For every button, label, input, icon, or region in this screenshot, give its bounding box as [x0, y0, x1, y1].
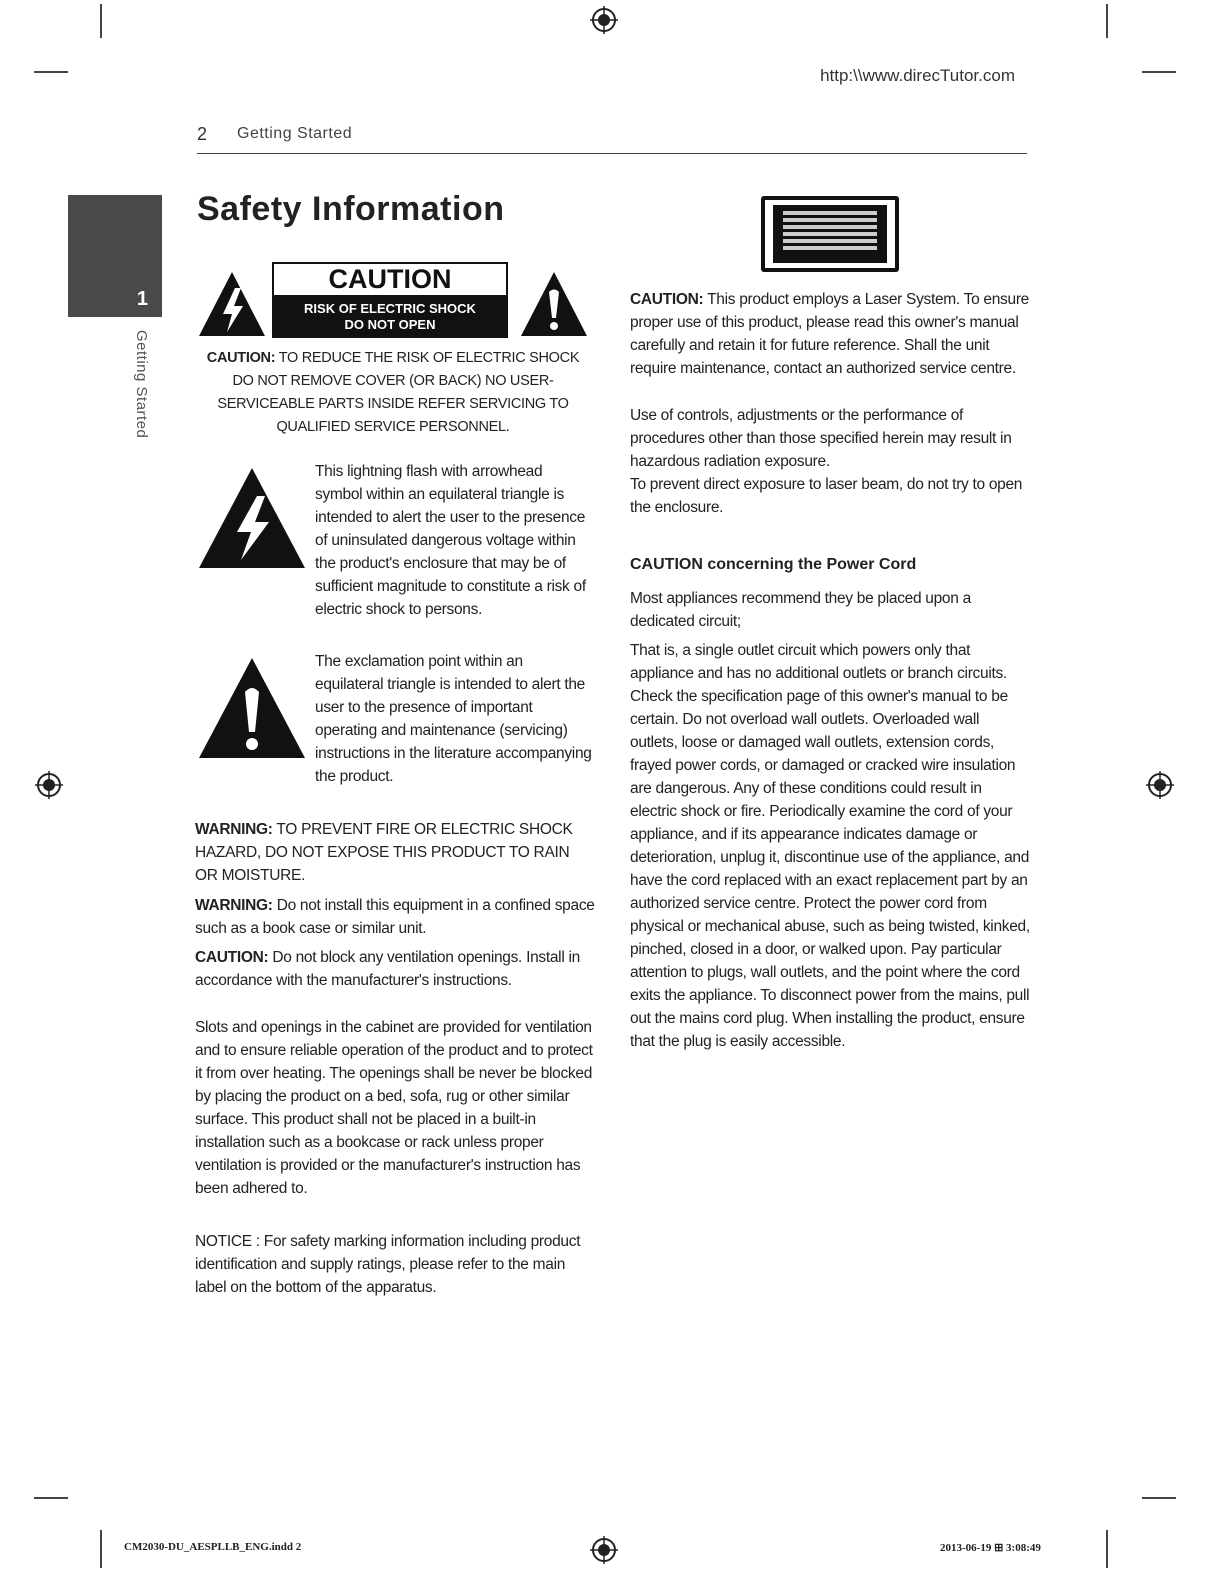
- caution-ventilation-paragraph: [195, 946, 595, 992]
- slots-openings-paragraph: Slots and openings in the cabinet are provided for ventilation and to ensure reliable operation of the product and to protect it from over heating. The openings shall be never be blocked by placing the product on a bed, sofa, rug or other similar surface. This product shall not be placed in a built-in installation such as a bookcase or rack unless proper ventilation is provided or the manufacturer's instruction has been adhered to.: [195, 1019, 593, 1197]
- section-title: Getting Started: [237, 125, 353, 142]
- crop-mark: [100, 4, 102, 38]
- exclamation-triangle-icon: [197, 656, 307, 760]
- crop-mark: [1142, 71, 1176, 73]
- crop-mark: [100, 1530, 102, 1568]
- source-url: http:\\www.direcTutor.com: [820, 66, 1015, 85]
- lightning-triangle-icon: [197, 466, 307, 570]
- lightning-symbol-explanation: [197, 460, 592, 650]
- chapter-number: 1: [136, 288, 148, 310]
- laser-caution-paragraph: [630, 288, 1030, 380]
- laser-label-text-block: [773, 205, 887, 263]
- caution-lead: CAUTION:: [195, 949, 269, 966]
- caution-shock-text: TO REDUCE THE RISK OF ELECTRIC SHOCK DO NOT REMOVE COVER (OR BACK) NO USER-SERVICEABLE PARTS INSIDE REFER SERVICING TO QUALIFIED SERVICE PERSONNEL.: [217, 350, 580, 435]
- caution-lead: CAUTION:: [630, 291, 704, 308]
- warning-lead: WARNING:: [195, 821, 273, 838]
- power-cord-paragraph-2: That is, a single outlet circuit which powers only that appliance and has no additional outlets or branch circuits. Check the specification page of this owner's manual to be certain. Do not overload wall outlets. Overloaded wall outlets, loose or damaged wall outlets, extension cords, frayed power cords, or damaged or cracked wire insulation are dangerous. Any of these conditions could result in electric shock or fire. Periodically examine the cord of your appliance, and if its appearance indicates damage or deterioration, unplug it, discontinue use of the appliance, and have the cord replaced with an exact replacement part by an authorized service centre. Protect the power cord from physical or mechanical abuse, such as being twisted, kinked, pinched, closed in a door, or walked upon. Pay particular attention to plugs, wall outlets, and the point where the cord exits the appliance. To disconnect power from the mains, pull out the mains cord plug. When installing the product, ensure that the plug is easily accessible.: [630, 642, 1030, 1050]
- caution-label-title: CAUTION: [274, 264, 506, 295]
- registration-mark-icon: [34, 770, 64, 800]
- caution-label: [272, 262, 508, 338]
- exclamation-warning-icon: [519, 270, 589, 338]
- footer-file-name: CM2030-DU_AESPLLB_ENG.indd 2: [124, 1541, 302, 1553]
- registration-mark-icon: [589, 5, 619, 35]
- chapter-side-label: [130, 330, 150, 470]
- exclamation-symbol-text: The exclamation point within an equilateral triangle is intended to alert the user to the presence of important operating and maintenance (servicing) instructions in the literature accompanying the product.: [315, 653, 592, 785]
- lightning-warning-icon: [197, 270, 267, 338]
- caution-label-subtitle: [274, 295, 506, 333]
- crop-mark: [1106, 4, 1108, 38]
- laser-caution-text: This product employs a Laser System. To ensure proper use of this product, please read this owner's manual carefully and retain it for future reference. Shall the unit require maintenance, contact an authorized service centre.: [630, 291, 1030, 377]
- crop-mark: [34, 1497, 68, 1499]
- warning-install-text: Do not install this equipment in a confined space such as a book case or similar unit.: [195, 897, 595, 937]
- caution-label-line1: RISK OF ELECTRIC SHOCK: [304, 301, 476, 316]
- caution-label-line2: DO NOT OPEN: [344, 317, 436, 332]
- caution-ventilation-text: Do not block any ventilation openings. Install in accordance with the manufacturer's instructions.: [195, 949, 580, 989]
- caution-lead: CAUTION:: [206, 350, 276, 366]
- power-cord-heading: CAUTION concerning the Power Cord: [630, 556, 917, 573]
- caution-banner: [197, 262, 589, 338]
- page-number: 2: [197, 124, 208, 144]
- power-cord-paragraph-1: Most appliances recommend they be placed upon a dedicated circuit;: [630, 590, 971, 630]
- laser-controls-paragraph: Use of controls, adjustments or the performance of procedures other than those specified herein may result in hazardous radiation exposure.: [630, 407, 1012, 470]
- warning-fire-text: TO PREVENT FIRE OR ELECTRIC SHOCK HAZARD, DO NOT EXPOSE THIS PRODUCT TO RAIN OR MOISTURE.: [195, 821, 573, 884]
- crop-mark: [1142, 1497, 1176, 1499]
- lightning-symbol-text: This lightning flash with arrowhead symbol within an equilateral triangle is intended to alert the user to the presence of uninsulated dangerous voltage within the product's enclosure that may be of sufficient magnitude to constitute a risk of electric shock to persons.: [315, 463, 586, 618]
- warning-install-paragraph: [195, 894, 595, 940]
- laser-product-label: [761, 196, 899, 272]
- registration-mark-icon: [589, 1535, 619, 1565]
- laser-beam-paragraph: To prevent direct exposure to laser beam, do not try to open the enclosure.: [630, 476, 1023, 516]
- page-title: Safety Information: [197, 190, 505, 228]
- caution-shock-paragraph: [197, 347, 589, 439]
- chapter-side-label-text: Getting Started: [133, 330, 150, 439]
- warning-lead: WARNING:: [195, 897, 273, 914]
- footer-date-time: 2013-06-19 ⊞ 3:08:49: [940, 1542, 1041, 1554]
- exclamation-symbol-explanation: [197, 650, 592, 815]
- crop-mark: [1106, 1530, 1108, 1568]
- chapter-tab: [68, 195, 162, 317]
- registration-mark-icon: [1145, 770, 1175, 800]
- warning-fire-paragraph: [195, 818, 595, 887]
- notice-paragraph: NOTICE : For safety marking information including product identification and supply ratings, please refer to the main label on the bottom of the apparatus.: [195, 1233, 581, 1296]
- page-header: [197, 122, 1027, 154]
- crop-mark: [34, 71, 68, 73]
